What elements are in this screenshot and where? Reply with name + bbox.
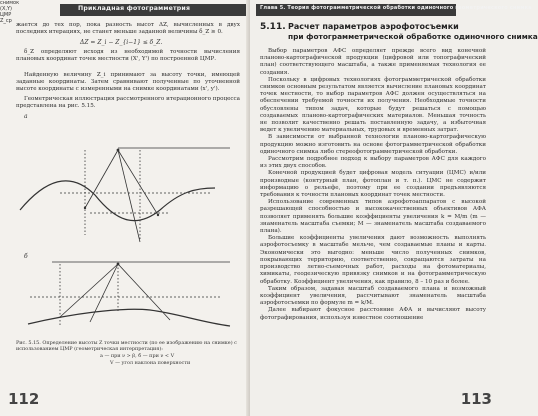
fig-a-dem-curve xyxy=(20,181,215,221)
paragraph: Использование современных типов аэрофотоаппаратов с высокой разрешающей способностью и высококачественных объективов АФА позволяет применять большие коэффициенты увеличения k = M/m (m — знаменатель масштаба съемки; M — знаменатель масштаба создаваемого плана). xyxy=(260,199,486,235)
fig-a-dem-label: ЦМР xyxy=(0,12,12,18)
fig-a-point-2 xyxy=(157,214,159,216)
fig-b-label: б xyxy=(24,253,28,260)
fig-a-z-label: Z_ср xyxy=(0,18,12,24)
fig-a-ray-3 xyxy=(118,150,158,215)
fig-a-point-1 xyxy=(84,207,86,209)
left-text-top: жается до тех пор, пока разность высот ΔZ, вычисленных в двух последних итерациях, не станет меньше заданной величины δ_Z ≥ 0. xyxy=(16,22,240,36)
figure-caption-b: V — угол наклона поверхности xyxy=(110,360,191,366)
fig-a-label: a xyxy=(24,113,28,120)
fig-b-ray-2 xyxy=(90,264,118,322)
figure-b-diagram xyxy=(0,252,250,332)
left-page-number: 112 xyxy=(8,390,40,408)
figure-caption: Рис. 5.15. Определение высоты Z точки местности (по ее изображению на снимке) с использованием ЦМР (геометрическая интерпретация): xyxy=(16,340,237,352)
left-page xyxy=(0,0,250,416)
left-formula: ΔZ = Z_i − Z_{i−1} ≤ δ_Z. xyxy=(80,39,163,46)
right-page-number: 113 xyxy=(460,390,492,408)
left-text-mid: δ_Z определяют исходя из необходимой точности вычисления плановых координат точек местности (X', Y') по построенной ЦМР. xyxy=(16,49,240,63)
paragraph: Выбор параметров АФС определяет прежде всего вид конечной планово-картографической продукции (цифровой или топографический план) соответствующего масштаба, а также применяемая технология ее создания. xyxy=(260,48,486,76)
section-title-line-1: Расчет параметров аэрофотосъемки xyxy=(288,22,459,31)
paragraph: Далее выбирают фокусное расстояние АФА и вычисляют высоту фотографирования, используя известное соотношение xyxy=(260,307,486,321)
paragraph: Поскольку в цифровых технологиях фотограмметрической обработки снимков основным результатом является вычисление плановых координат точек местности, то выбор параметров АФС должен осуществляться на обеспечении требуемой точности их получения. Необходимые точности обусловлены типом задач, которые будут решаться с помощью создаваемых планово-картографических материалов. Меньшая точность не позволит качественно решать поставленную задачу, а избыточная ведет к увеличению материальных, трудовых и временных затрат. xyxy=(260,76,486,134)
fig-b-ray-1 xyxy=(60,264,118,317)
fig-a-xy-label: (X,Y) xyxy=(0,6,12,12)
left-text-after: Найденную величину Z_i принимают за высоту точки, имеющей заданные координаты. Затем сравнивают полученные по уточненной высоте координаты с измеренными на снимке координатами (x', y'). xyxy=(16,72,240,93)
right-body-text xyxy=(260,48,486,400)
fig-b-projection-center xyxy=(117,263,120,266)
fig-a-projection-center xyxy=(117,149,120,152)
right-running-header: Глава 5. Теория фотограмметрической обработки одиночного геометрического снимка xyxy=(260,5,532,11)
paragraph: Рассмотрим подробнее подход к выбору параметров АФС для каждого из этих двух способов. xyxy=(260,156,486,170)
left-running-header: Прикладная фотограмметрия xyxy=(78,5,191,12)
fig-a-ray-1 xyxy=(85,150,118,208)
right-page xyxy=(250,0,538,416)
figure-caption-a: а — при ν > β, б — при ν < V xyxy=(100,353,175,359)
paragraph: В зависимости от выбранной технологии планово-картографическую продукцию можно изготовить на основе фотограмметрической обработки одиночного снимка либо стереофотограмметрической обработки. xyxy=(260,134,486,155)
fig-a-ray-2 xyxy=(118,150,140,242)
fig-a-snimok-label: снимок xyxy=(0,0,20,6)
figure-a-diagram xyxy=(0,110,250,250)
paragraph: Большие коэффициенты увеличения дают возможность выполнять аэрофотосъемку в масштабе мельче, чем создаваемые планы и карты. Экономически это выгодно: меньше число полученных снимков, покрывающих территорию, соответственно, сокращаются затраты на производство летно-съемочных работ, расходы на фотоматериалы, химикаты, геодезическую привязку снимков и на фотограмметрическую обработку. Коэффициент увеличения, как правило, 8 – 10 раз и более. xyxy=(260,235,486,285)
section-number: 5.11. xyxy=(260,22,286,32)
fig-b-dem-curve xyxy=(28,309,230,326)
paragraph: Таким образом, задавая масштаб создаваемого плана и возможный коэффициент увеличения, рассчитывают знаменатель масштаба аэрофотосъемки по формуле m = k/M. xyxy=(260,285,486,307)
section-title-line-2: при фотограмметрической обработке одиночного снимка xyxy=(288,32,538,41)
left-text-geom: Геометрическая иллюстрация рассмотренного итерационного процесса представлена на рис. 5.15. xyxy=(16,96,240,110)
paragraph: Конечной продукцией будет цифровая модель ситуации (ЦМС) и/или производные (контурный план, фотоплан и т. п.). ЦМС не содержит информацию о рельефе, поэтому при ее создании предъявляются требования к точности плановых координат точек местности. xyxy=(260,170,486,199)
